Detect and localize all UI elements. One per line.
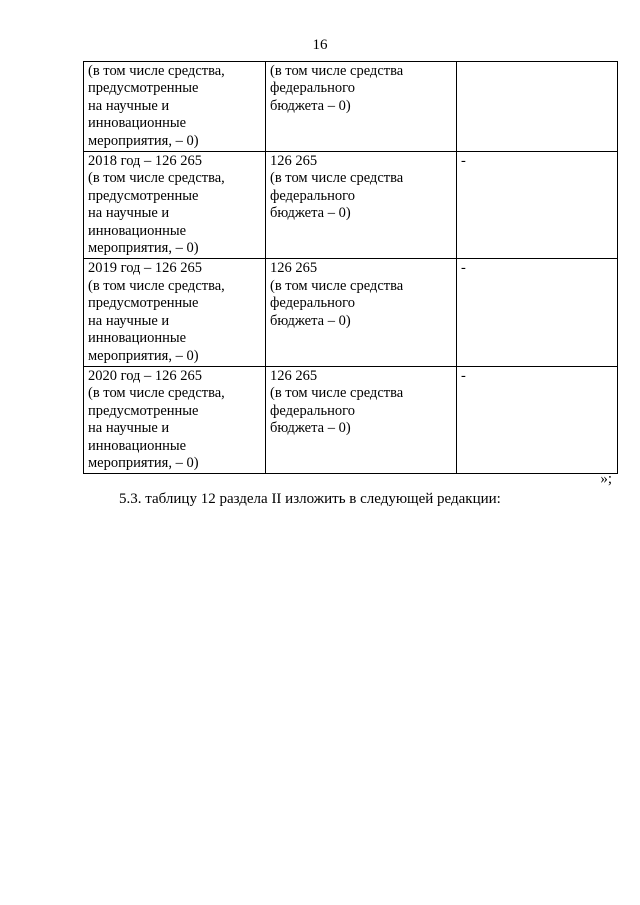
- cell-text-line: (в том числе средства: [270, 63, 404, 79]
- cell-text-line: бюджета – 0): [270, 205, 351, 222]
- cell-text-line: инновационные: [88, 437, 187, 454]
- table-row: [84, 366, 618, 473]
- cell-text-line: 126 265: [270, 153, 318, 170]
- cell-text-line: предусмотренные: [88, 80, 199, 97]
- cell-text-line: (в том числе средства,: [88, 385, 225, 402]
- table-cell-col1: [84, 62, 266, 152]
- table-cell-col1: [84, 259, 266, 366]
- cell-text-line: на научные и: [88, 312, 170, 329]
- cell-text-line: бюджета – 0): [270, 420, 351, 437]
- cell-text-line: федерального: [270, 295, 355, 312]
- table-cell-col2: [266, 259, 457, 366]
- table-cell-col3: [457, 366, 618, 473]
- instruction-paragraph: 5.3. таблицу 12 раздела II изложить в следующей редакции:: [119, 491, 501, 507]
- cell-text-line: -: [461, 260, 466, 277]
- table-cell-col3: [457, 62, 618, 152]
- cell-text-line: 2020 год – 126 265: [88, 367, 203, 384]
- cell-text-line: 126 265: [270, 260, 318, 277]
- cell-text-line: (в том числе средства,: [88, 170, 225, 187]
- table-cell-col3: [457, 259, 618, 366]
- table-cell-col2: [266, 62, 457, 152]
- page-number: 16: [312, 37, 328, 53]
- cell-text-line: бюджета – 0): [270, 97, 351, 114]
- cell-text-line: на научные и: [88, 97, 170, 114]
- cell-text-line: мероприятия, – 0): [88, 454, 199, 471]
- table-cell-col2: [266, 366, 457, 473]
- cell-text-line: инновационные: [88, 330, 187, 347]
- cell-text-line: на научные и: [88, 205, 170, 222]
- budget-table: [83, 61, 618, 474]
- cell-text-line: мероприятия, – 0): [88, 240, 199, 257]
- cell-text-line: предусмотренные: [88, 295, 199, 312]
- table-row: [84, 152, 618, 259]
- cell-text-line: мероприятия, – 0): [88, 347, 199, 364]
- cell-text-line: (в том числе средства: [270, 170, 404, 187]
- cell-text-line: федерального: [270, 187, 355, 204]
- cell-text-line: (в том числе средства: [270, 277, 404, 294]
- table-row: [84, 259, 618, 366]
- table-body: [84, 62, 618, 474]
- cell-text-line: федерального: [270, 80, 355, 97]
- cell-text-line: федерального: [270, 402, 355, 419]
- table-cell-col3: [457, 152, 618, 259]
- cell-text-line: 2018 год – 126 265: [88, 153, 203, 170]
- cell-text-line: бюджета – 0): [270, 312, 351, 329]
- cell-text-line: инновационные: [88, 222, 187, 239]
- cell-text-line: мероприятия, – 0): [88, 132, 199, 149]
- table-cell-col2: [266, 152, 457, 259]
- cell-text-line: на научные и: [88, 420, 170, 437]
- cell-text-line: инновационные: [88, 115, 187, 132]
- table-row: [84, 62, 618, 152]
- cell-text-line: -: [461, 367, 466, 384]
- cell-text-line: -: [461, 153, 466, 170]
- cell-text-line: предусмотренные: [88, 402, 199, 419]
- table-cell-col1: [84, 152, 266, 259]
- table-cell-col1: [84, 366, 266, 473]
- cell-text-line: (в том числе средства,: [88, 63, 225, 79]
- cell-text-line: (в том числе средства,: [88, 277, 225, 294]
- closing-quote: »;: [600, 471, 612, 487]
- cell-text-line: 2019 год – 126 265: [88, 260, 203, 277]
- cell-text-line: (в том числе средства: [270, 385, 404, 402]
- cell-text-line: предусмотренные: [88, 187, 199, 204]
- cell-text-line: 126 265: [270, 367, 318, 384]
